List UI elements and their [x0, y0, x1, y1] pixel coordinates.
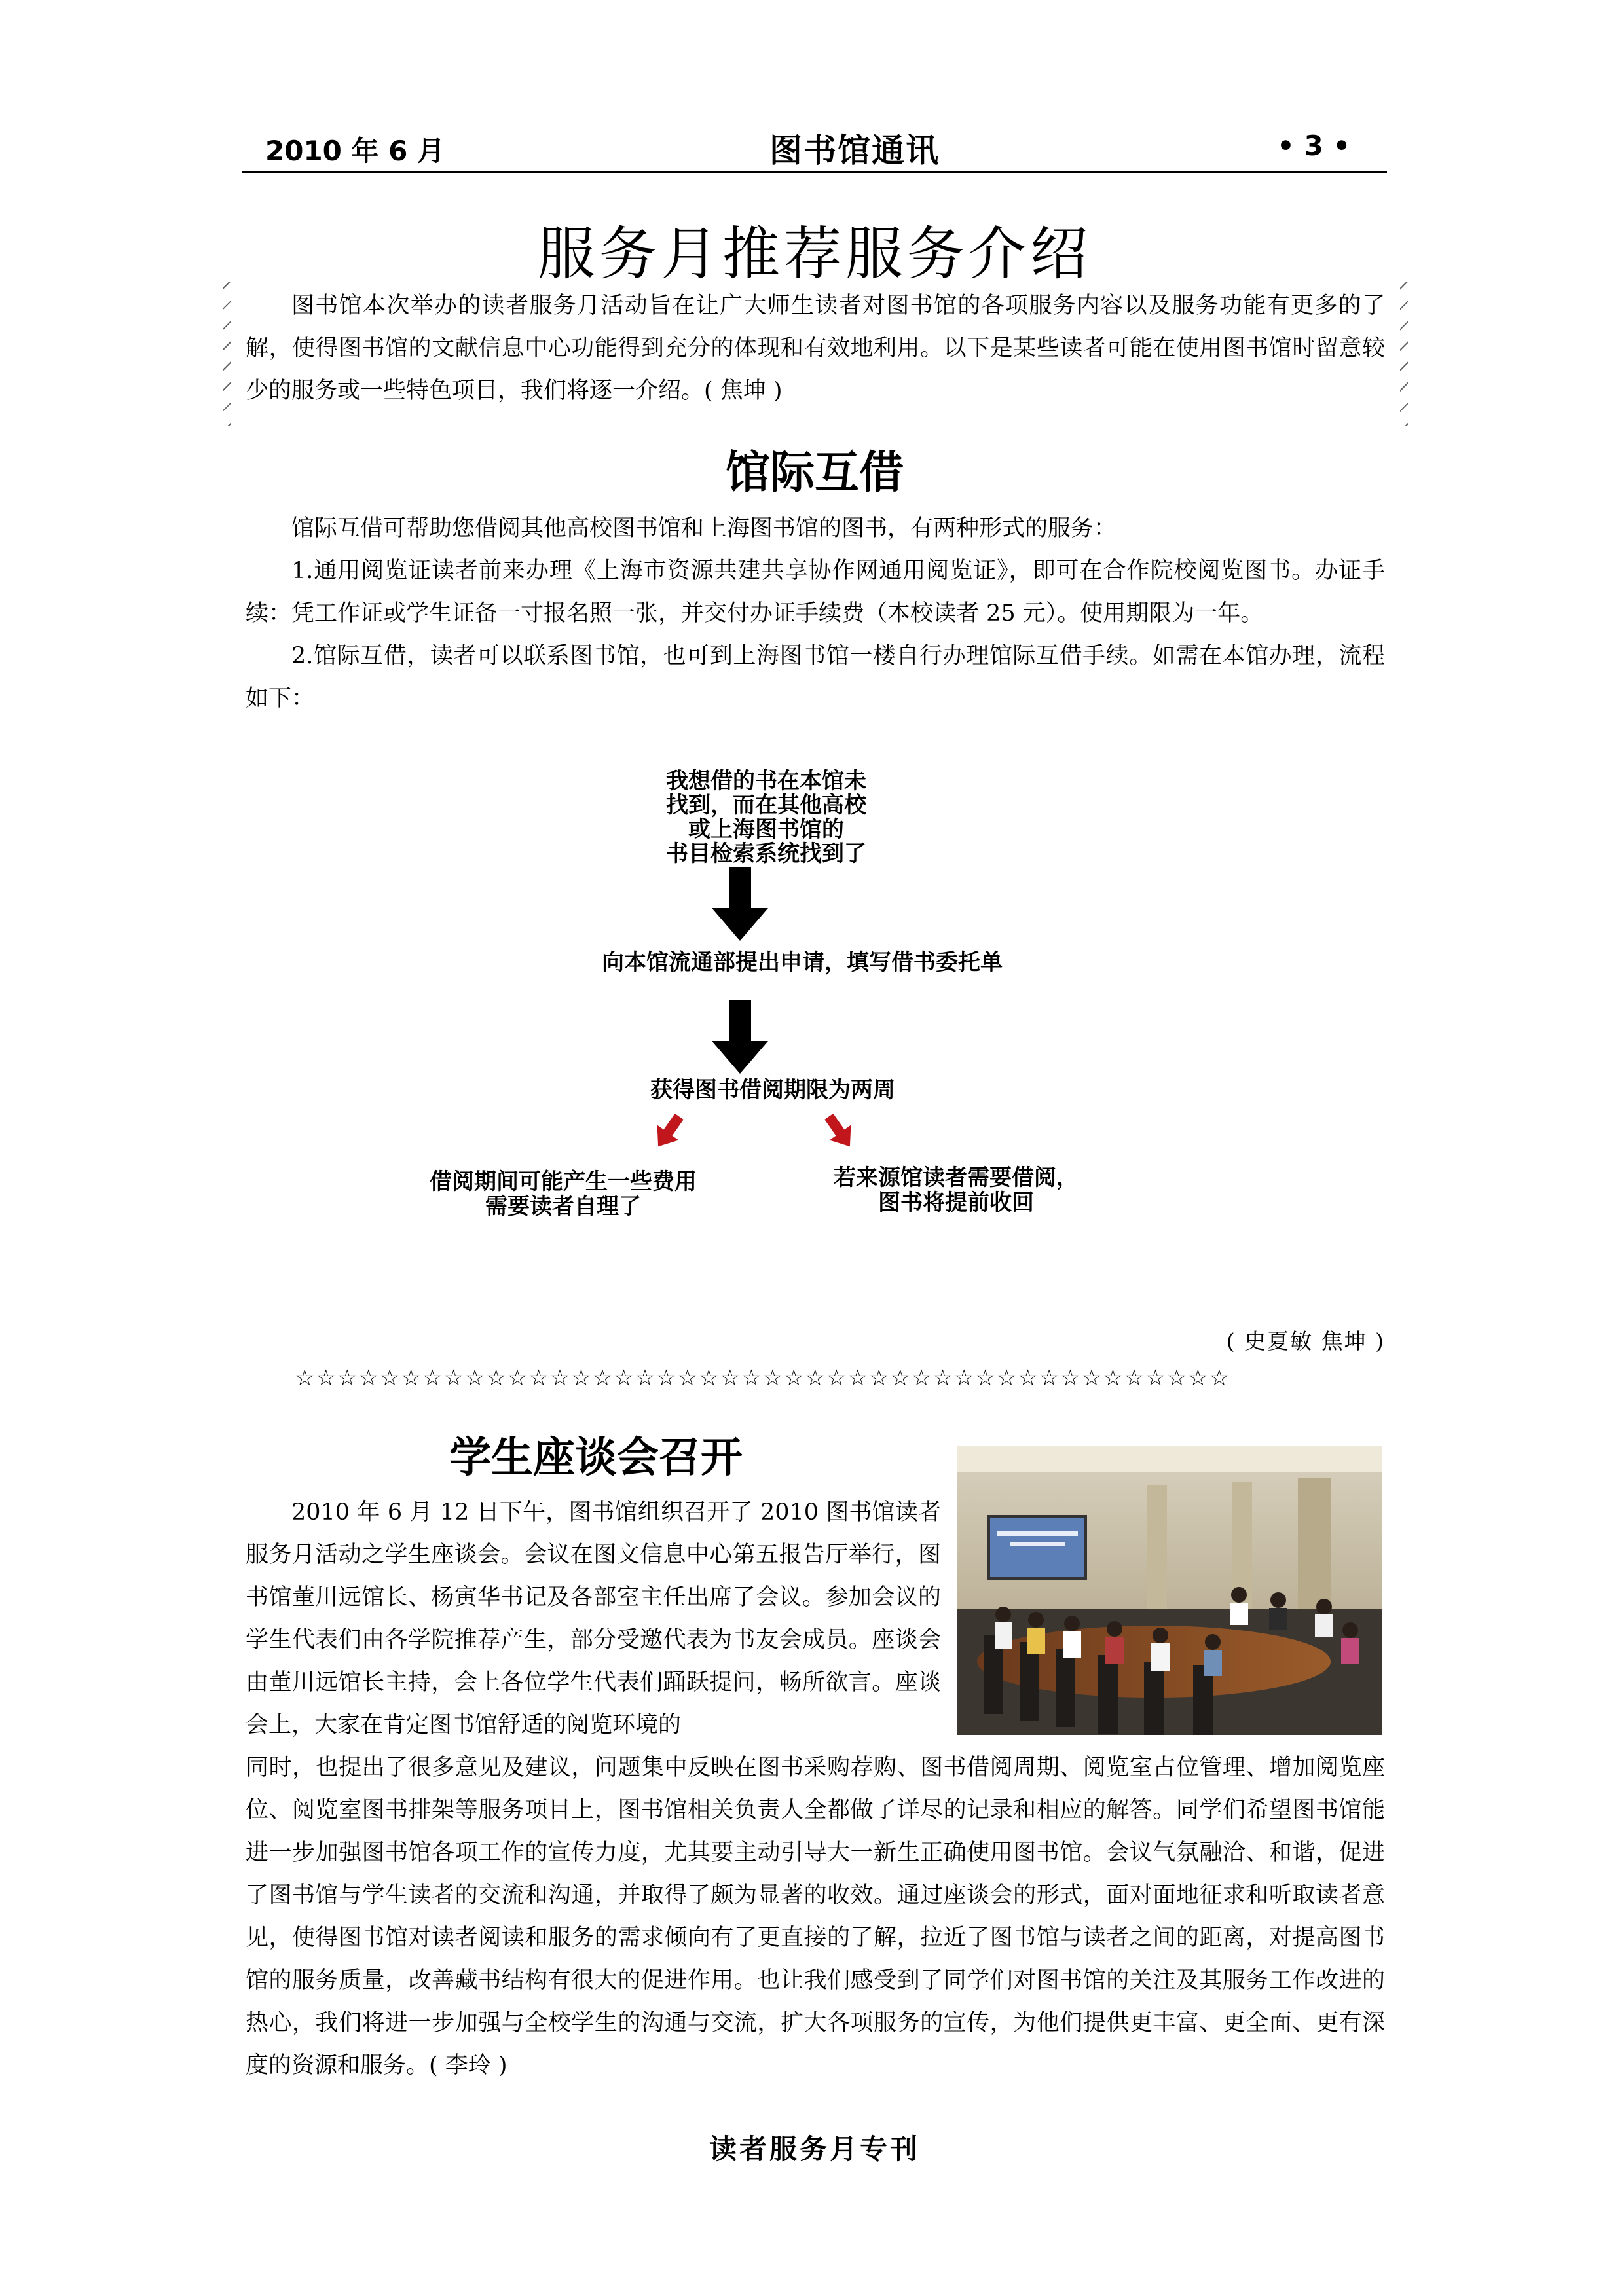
publication-title: 图书馆通讯	[769, 132, 940, 170]
down-arrow-icon	[710, 1000, 769, 1076]
page-number: • 3 •	[1277, 130, 1351, 162]
flow-step-1-line: 我想借的书在本馆未	[666, 768, 866, 794]
issue-date: 2010 年 6 月	[265, 135, 445, 167]
intro-paragraph: 图书馆本次举办的读者服务月活动旨在让广大师生读者对图书馆的各项服务内容以及服务功能有更多的了解，使得图书馆的文献信息中心功能得到充分的体现和有效地利用。以下是某些读者可能在使用图书馆时留意较少的服务或一些特色项目，我们将逐一介绍。( 焦坤 )	[246, 293, 1385, 404]
flow-branch-left-line: 需要读者自理了	[485, 1194, 641, 1220]
flow-branch-right-line: 若来源馆读者需要借阅，	[834, 1165, 1079, 1191]
main-title: 服务月推荐服务介绍	[537, 220, 1092, 287]
flow-step-1	[583, 769, 950, 866]
intro-border-left	[223, 282, 231, 426]
flow-branch-right-line: 图书将提前收回	[878, 1190, 1034, 1216]
flow-branch-left-line: 借阅期间可能产生一些费用	[430, 1169, 697, 1195]
flow-step-2: 向本馆流通部提出申请，填写借书委托单	[602, 949, 1003, 975]
flow-step-1-line: 或上海图书馆的	[688, 816, 844, 843]
section1-body	[246, 507, 1385, 720]
section1-paragraph: 馆际互借可帮助您借阅其他高校图书馆和上海图书馆的图书，有两种形式的服务：	[291, 515, 1117, 541]
forum-meeting-photo	[957, 1446, 1382, 1735]
branch-arrow-left-icon	[648, 1113, 688, 1152]
section1-paragraph: 2.馆际互借，读者可以联系图书馆，也可到上海图书馆一楼自行办理馆际互借手续。如需在本馆办理，流程如下：	[246, 643, 1385, 712]
flow-step-1-line: 找到，而在其他高校	[666, 792, 866, 818]
branch-arrow-right-icon	[821, 1113, 860, 1152]
section2-paragraph-bottom: 同时，也提出了很多意见及建议，问题集中反映在图书采购荐购、图书借阅周期、阅览室占位管理、增加阅览座位、阅览室图书排架等服务项目上，图书馆相关负责人全都做了详尽的记录和相应的解答。同学们希望图书馆能进一步加强图书馆各项工作的宣传力度，尤其要主动引导大一新生正确使用图书馆。会议气氛融洽、和谐，促进了图书馆与学生读者的交流和沟通，并取得了颇为显著的收效。通过座谈会的形式，面对面地征求和听取读者意见，使得图书馆对读者阅读和服务的需求倾向有了更直接的了解，拉近了图书馆与读者之间的距离，对提高图书馆的服务质量，改善藏书结构有很大的促进作用。也让我们感受到了同学们对图书馆的关注及其服务工作改进的热心，我们将进一步加强与全校学生的沟通与交流，扩大各项服务的宣传，为他们提供更丰富、更全面、更有深度的资源和服务。( 李玲 )	[246, 1755, 1385, 2079]
section1-signature: ( 史夏敏 焦坤 )	[1226, 1328, 1385, 1354]
section-title-student-forum: 学生座谈会召开	[449, 1434, 743, 1482]
flow-branch-left	[367, 1169, 760, 1219]
section1-paragraph: 1.通用阅览证读者前来办理《上海市资源共建共享协作网通用阅览证》，即可在合作院校阅览图书。办证手续：凭工作证或学生证备一寸报名照一张，并交付办证手续费（本校读者 25 元）。使用期限为一年。	[246, 558, 1385, 627]
star-separator: ☆☆☆☆☆☆☆☆☆☆☆☆☆☆☆☆☆☆☆☆☆☆☆☆☆☆☆☆☆☆☆☆☆☆☆☆☆☆☆☆☆☆☆☆	[295, 1365, 1231, 1391]
intro-border-right	[1400, 282, 1408, 426]
footer-special-issue: 读者服务月专刊	[709, 2133, 920, 2165]
flow-step-1-line: 书目检索系统找到了	[666, 841, 866, 867]
flow-branch-right	[773, 1165, 1139, 1215]
down-arrow-icon	[710, 867, 769, 943]
flow-step-3: 获得图书借阅期限为两周	[650, 1077, 895, 1103]
header-rule	[242, 171, 1387, 173]
section-title-interlibrary-loan: 馆际互借	[725, 447, 904, 499]
section2-paragraph-top: 2010 年 6 月 12 日下午，图书馆组织召开了 2010 图书馆读者服务月活动之学生座谈会。会议在图文信息中心第五报告厅举行，图书馆董川远馆长、杨寅华书记及各部室主任出席了会议。参加会议的学生代表们由各学院推荐产生，部分受邀代表为书友会成员。座谈会由董川远馆长主持，会上各位学生代表们踊跃提问，畅所欲言。座谈会上，大家在肯定图书馆舒适的阅览环境的	[246, 1499, 941, 1738]
